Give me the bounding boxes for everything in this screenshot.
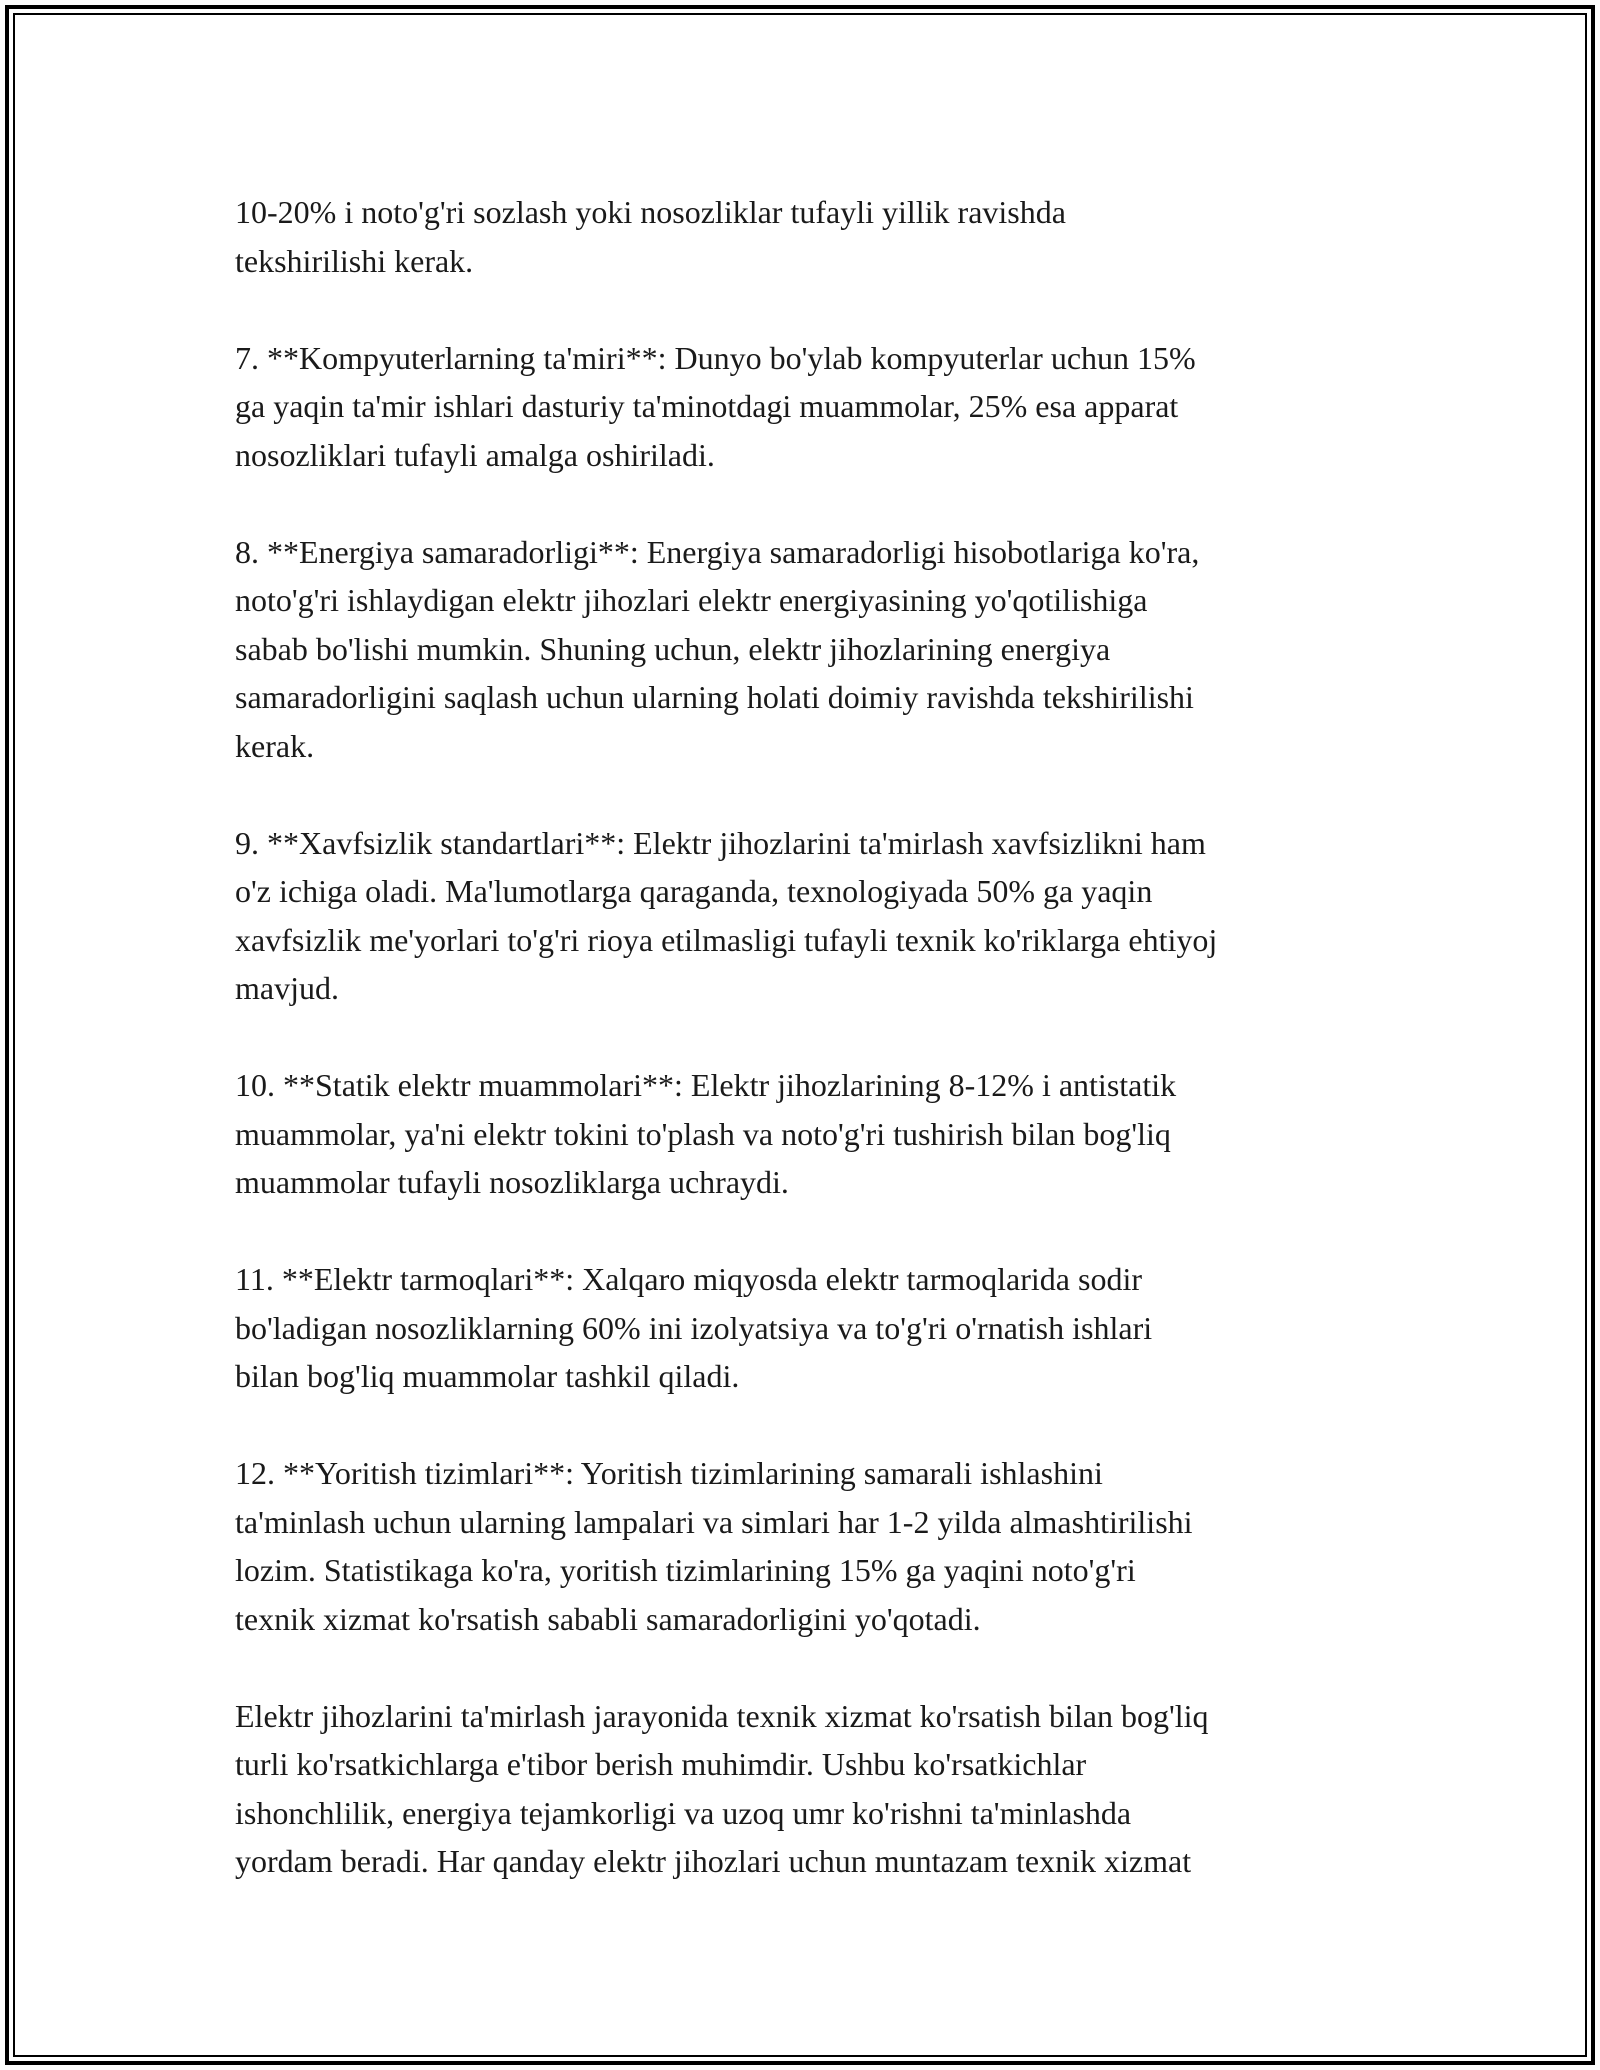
text-line: kerak. <box>235 727 315 764</box>
paragraph <box>235 1255 1415 1401</box>
text-line: 9. **Xavfsizlik standartlari**: Elektr jihozlarini ta'mirlash xavfsizlikni ham <box>235 824 1206 861</box>
text-line: mavjud. <box>235 970 339 1006</box>
paragraph <box>235 819 1415 1013</box>
paragraph <box>235 528 1415 771</box>
text-line: 11. **Elektr tarmoqlari**: Xalqaro miqyosda elektr tarmoqlarida sodir <box>235 1261 1142 1297</box>
text-line: nosozliklari tufayli amalga oshiriladi. <box>235 436 715 473</box>
text-line: 10. **Statik elektr muammolari**: Elektr jihozlarining 8-12% i antistatik <box>235 1067 1177 1103</box>
text-line: 12. **Yoritish tizimlari**: Yoritish tizimlarining samarali ishlashini <box>235 1455 1103 1491</box>
text-line: turli ko'rsatkichlarga e'tibor berish muhimdir. Ushbu ko'rsatkichlar <box>235 1746 1087 1782</box>
text-line: ta'minlash uchun ularning lampalari va simlari har 1-2 yilda almashtirilishi <box>235 1503 1193 1540</box>
text-line: ishonchlilik, energiya tejamkorligi va uzoq umr ko'rishni ta'minlashda <box>235 1794 1132 1831</box>
text-line: noto'g'ri ishlaydigan elektr jihozlari elektr energiyasining yo'qotilishiga <box>235 582 1148 618</box>
text-line: yordam beradi. Har qanday elektr jihozlari uchun muntazam texnik xizmat <box>235 1843 1192 1879</box>
document-body <box>235 188 1415 1934</box>
paragraph <box>235 334 1415 480</box>
text-line: tekshirilishi kerak. <box>235 242 474 279</box>
text-line: xavfsizlik me'yorlari to'g'ri rioya etilmasligi tufayli texnik ko'riklarga ehtiyoj <box>235 921 1218 958</box>
text-line: 8. **Energiya samaradorligi**: Energiya samaradorligi hisobotlariga ko'ra, <box>235 533 1200 570</box>
text-line: samaradorligini saqlash uchun ularning holati doimiy ravishda tekshirilishi <box>235 679 1194 715</box>
text-line: bilan bog'liq muammolar tashkil qiladi. <box>235 1358 740 1394</box>
paragraph <box>235 188 1415 285</box>
text-line: muammolar tufayli nosozliklarga uchraydi. <box>235 1164 789 1200</box>
text-line: texnik xizmat ko'rsatish sababli samaradorligini yo'qotadi. <box>235 1600 981 1637</box>
text-line: 10-20% i noto'g'ri sozlash yoki nosozliklar tufayli yillik ravishda <box>235 194 1066 230</box>
text-line: sabab bo'lishi mumkin. Shuning uchun, elektr jihozlarining energiya <box>235 630 1111 667</box>
text-line: o'z ichiga oladi. Ma'lumotlarga qaraganda, texnologiyada 50% ga yaqin <box>235 873 1153 909</box>
paragraph <box>235 1061 1415 1207</box>
text-line: Elektr jihozlarini ta'mirlash jarayonida texnik xizmat ko'rsatish bilan bog'liq <box>235 1697 1209 1734</box>
text-line: 7. **Kompyuterlarning ta'miri**: Dunyo bo'ylab kompyuterlar uchun 15% <box>235 339 1196 376</box>
text-line: bo'ladigan nosozliklarning 60% ini izolyatsiya va to'g'ri o'rnatish ishlari <box>235 1309 1153 1346</box>
text-line: muammolar, ya'ni elektr tokini to'plash va noto'g'ri tushirish bilan bog'liq <box>235 1115 1171 1152</box>
paragraph <box>235 1449 1415 1643</box>
text-line: ga yaqin ta'mir ishlari dasturiy ta'minotdagi muammolar, 25% esa apparat <box>235 388 1179 424</box>
text-line: lozim. Statistikaga ko'ra, yoritish tizimlarining 15% ga yaqini noto'g'ri <box>235 1552 1136 1588</box>
paragraph <box>235 1692 1415 1886</box>
